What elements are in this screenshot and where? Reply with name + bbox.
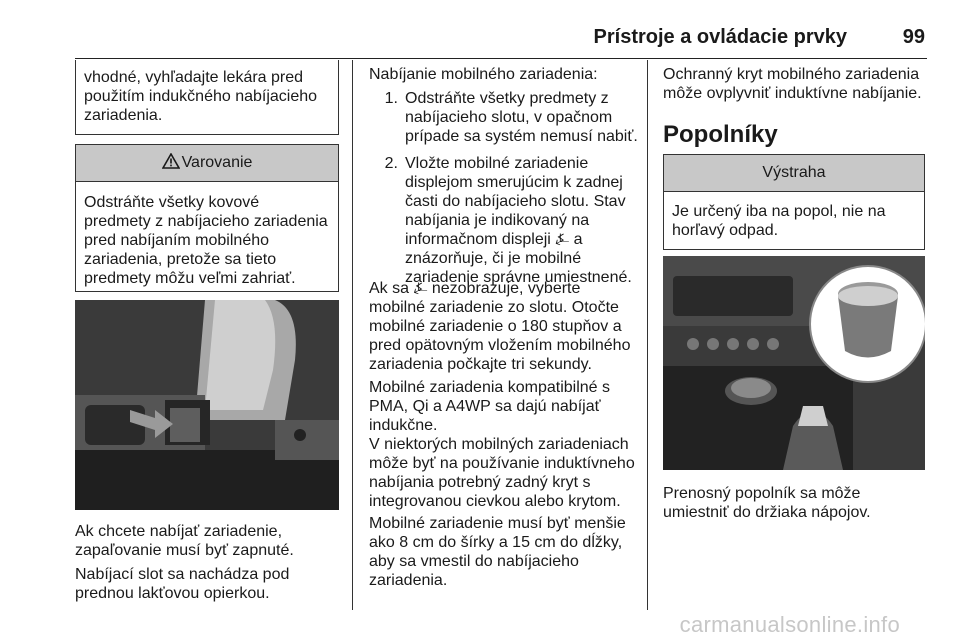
charging-steps-list <box>369 89 644 287</box>
paragraph <box>663 65 933 103</box>
text-line: vhodné, vyhľadajte lekára pred <box>84 69 304 86</box>
text-line: integrovanou cievkou alebo krytom. <box>369 493 621 510</box>
list-item <box>369 89 644 146</box>
text-line: mobilné zariadenie o 180 stupňov a <box>369 318 622 335</box>
text-line: Vložte mobilné zariadenie <box>405 155 589 172</box>
paragraph <box>369 514 647 590</box>
text-line: môže byť na používanie induktívneho <box>369 455 635 472</box>
list-item-number: 1. <box>384 90 398 107</box>
text-line: nabíjania potrebný zadný kryt s <box>369 474 591 491</box>
text-line: displejom smerujúcim k zadnej <box>405 174 623 191</box>
text-line: indukčne. <box>369 417 438 434</box>
section-title: Popolníky <box>663 121 778 148</box>
text-line: Odstráňte všetky predmety z <box>405 90 609 107</box>
text-line: Nabíjací slot sa nachádza pod <box>75 566 290 583</box>
text-line: V niektorých mobilných zariadeniach <box>369 436 629 453</box>
warning-header <box>76 145 338 182</box>
text-line: zariadenia. <box>369 572 448 589</box>
text-line: časti do nabíjacieho slotu. Stav <box>405 193 626 210</box>
page-number: 99 <box>902 26 925 48</box>
text-line: nabíjania je indikovaný na <box>405 212 590 229</box>
column-divider <box>647 60 648 610</box>
charging-slot-photo <box>75 300 339 510</box>
text-line: Ak sa ⍼ nezobrazuje, vyberte <box>369 280 581 297</box>
text-line: Ak chcete nabíjať zariadenie, <box>75 523 283 540</box>
paragraph <box>75 522 345 560</box>
caution-title: Výstraha <box>762 164 826 181</box>
intro-text-box <box>75 60 339 135</box>
text-line: Odstráňte všetky kovové <box>84 194 260 211</box>
list-item <box>369 154 644 287</box>
text-line: aby sa vmestil do nabíjacieho <box>369 553 579 570</box>
text-line: nabíjacieho slotu, v opačnom <box>405 109 613 126</box>
warning-triangle-icon <box>162 153 180 174</box>
text-line: Mobilné zariadenia kompatibilné s <box>369 379 611 396</box>
text-line: zariadenie správne umiestnené. <box>405 269 632 286</box>
text-line: umiestniť do držiaka nápojov. <box>663 504 871 521</box>
caution-header <box>664 155 924 192</box>
text-line: predmety môžu veľmi zahriať. <box>84 270 296 287</box>
text-line: PMA, Qi a A4WP sa dajú nabíjať <box>369 398 601 415</box>
paragraph <box>663 484 933 522</box>
text-line: Mobilné zariadenie musí byť menšie <box>369 515 626 532</box>
text-line: použitím indukčného nabíjacieho <box>84 88 318 105</box>
text-line: prípade sa systém nemusí nabiť. <box>405 128 638 145</box>
text-line: zariadenia. <box>84 107 163 124</box>
text-line: horľavý odpad. <box>672 222 779 239</box>
list-item-number: 2. <box>384 155 398 172</box>
page-header <box>75 24 927 59</box>
text-line: pred opätovným vložením mobilného <box>369 337 631 354</box>
warning-box <box>75 144 339 292</box>
column-divider <box>352 60 353 610</box>
paragraph <box>75 565 345 603</box>
text-line: pred nabíjaním mobilného <box>84 232 270 249</box>
watermark: carmanualsonline.info <box>679 612 900 637</box>
text-line: Ochranný kryt mobilného zariadenia <box>663 66 920 83</box>
text-line: informačnom displeji ⍼ a <box>405 231 583 248</box>
text-line: zariadenia, pretože sa tieto <box>84 251 277 268</box>
text-line: môže ovplyvniť induktívne nabíjanie. <box>663 85 922 102</box>
ashtray-photo <box>663 256 925 470</box>
text-line: predmety z nabíjacieho zariadenia <box>84 213 328 230</box>
text-line: zapaľovanie musí byť zapnuté. <box>75 542 294 559</box>
text-line: mobilné zariadenie zo slotu. Otočte <box>369 299 619 316</box>
caution-box <box>663 154 925 250</box>
paragraph <box>369 279 647 374</box>
list-intro: Nabíjanie mobilného zariadenia: <box>369 66 598 83</box>
warning-title: Varovanie <box>181 154 253 171</box>
paragraph <box>369 435 647 511</box>
text-line: znázorňuje, či je mobilné <box>405 250 582 267</box>
text-line: zariadenia počkajte tri sekundy. <box>369 356 592 373</box>
paragraph <box>369 378 647 435</box>
text-line: prednou lakťovou opierkou. <box>75 585 270 602</box>
text-line: Prenosný popolník sa môže <box>663 485 861 502</box>
header-title: Prístroje a ovládacie prvky <box>593 26 847 48</box>
text-line: ako 8 cm do šírky a 15 cm do dĺžky, <box>369 534 623 551</box>
text-line: Je určený iba na popol, nie na <box>672 203 886 220</box>
